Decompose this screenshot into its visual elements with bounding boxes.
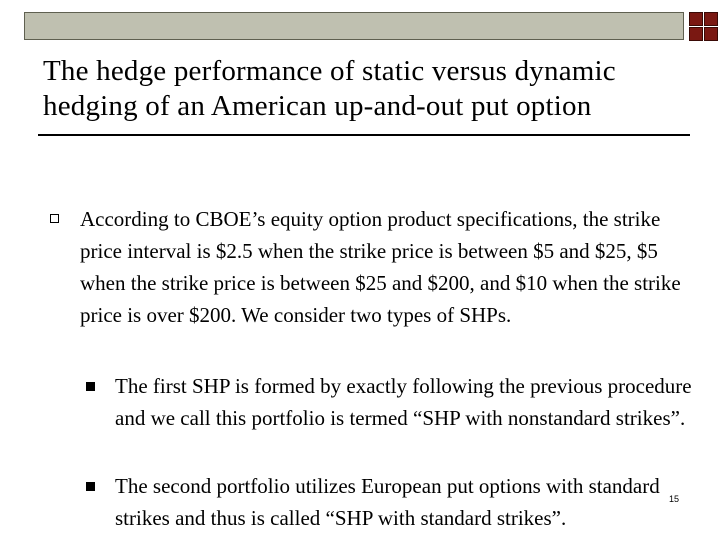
title-divider bbox=[38, 134, 690, 136]
slide-title: The hedge performance of static versus dynamic hedging of an American up-and-out put option bbox=[43, 55, 616, 122]
filled-square-bullet-icon bbox=[86, 482, 95, 491]
hollow-square-bullet-icon bbox=[50, 214, 59, 223]
corner-decoration-square bbox=[689, 27, 703, 41]
slide-number: 15 bbox=[668, 494, 679, 504]
sub-bullet-text-nonstandard-strikes: The first SHP is formed by exactly following the previous procedure and we call this portfolio is termed “SHP with nonstandard strikes”. bbox=[115, 374, 692, 430]
corner-decoration-square bbox=[689, 12, 703, 26]
top-decorative-bar bbox=[24, 12, 684, 40]
filled-square-bullet-icon bbox=[86, 382, 95, 391]
sub-bullet-text-standard-strikes: The second portfolio utilizes European put options with standard strikes and thus is called “SHP with standard strikes”. bbox=[115, 474, 660, 530]
bullet-text-cboe-strike-intervals: According to CBOE’s equity option product specifications, the strike price interval is $2.5 when the strike price is between $5 and $25, $5 when the strike price is between $25 and $200, and $10 when the strike price is over $200. We consider two types of SHPs. bbox=[80, 207, 681, 327]
corner-decoration-square bbox=[704, 12, 718, 26]
corner-decoration-square bbox=[704, 27, 718, 41]
